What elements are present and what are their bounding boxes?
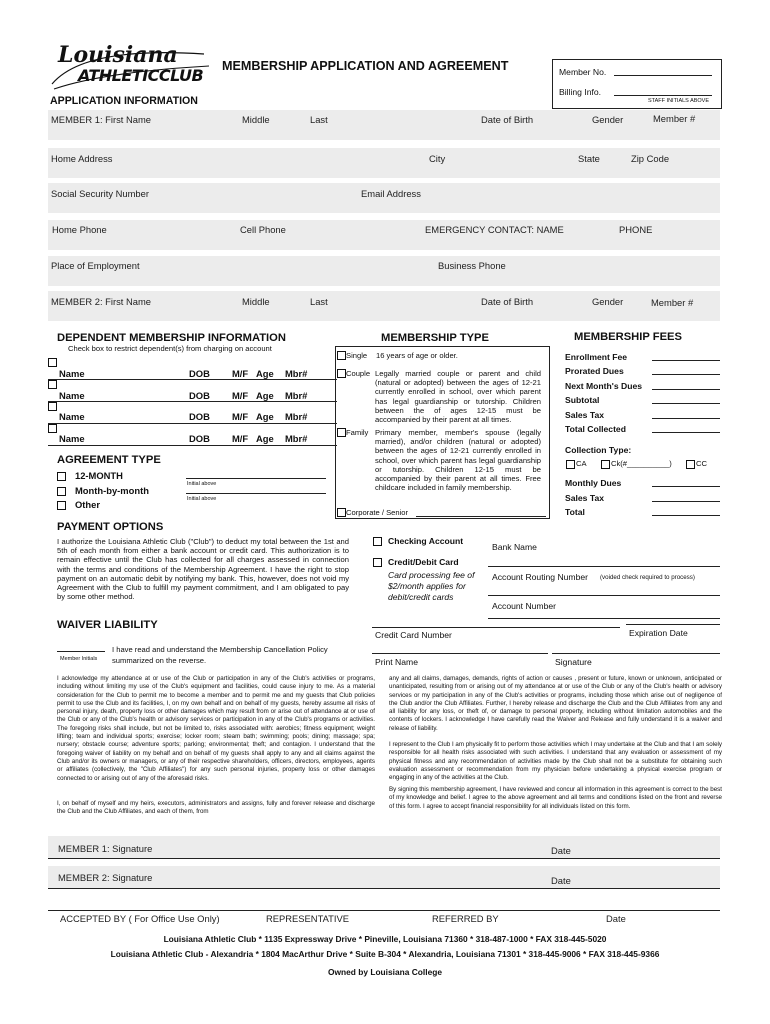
bank-name-label: Bank Name	[492, 542, 537, 552]
family-label: Family	[346, 428, 369, 437]
couple-checkbox[interactable]	[337, 369, 346, 378]
home-phone-label: Home Phone	[52, 224, 107, 235]
fee-sales-tax-field[interactable]	[652, 418, 720, 419]
fee-next-month-field[interactable]	[652, 389, 720, 390]
member2-last: Last	[310, 296, 328, 307]
family-checkbox[interactable]	[337, 428, 346, 437]
referred-by-label: REFERRED BY	[432, 913, 499, 924]
collection-cc-label: CC	[696, 459, 707, 468]
dep-mbr-label-3: Mbr#	[285, 411, 308, 422]
collection-ca-checkbox[interactable]	[566, 460, 575, 469]
dep-name-label-4: Name	[59, 433, 85, 444]
cell-phone-label: Cell Phone	[240, 224, 286, 235]
member2-signature-label: MEMBER 2: Signature	[58, 872, 153, 883]
member1-middle: Middle	[242, 114, 270, 125]
dep-dob-label-2: DOB	[189, 390, 210, 401]
initial-above-1: Initial above	[187, 481, 217, 487]
dep-mbr-label-4: Mbr#	[285, 433, 308, 444]
family-text: Primary member, member's spouse (legally married), and/or children (natural or adopted) between the ages of 12-21 currently enrolled in school, over which parent has legal guardianship or tutorship. Children 12-15 must be accompanied by their parent at all times. Free childcare included in family membership.	[375, 428, 541, 493]
member2-dob: Date of Birth	[481, 296, 534, 307]
employment-label: Place of Employment	[51, 260, 140, 271]
fee-enrollment-field[interactable]	[652, 360, 720, 361]
application-info-title: APPLICATION INFORMATION	[50, 95, 198, 107]
accepted-by-label: ACCEPTED BY ( For Office Use Only)	[60, 913, 220, 924]
collection-ck-label: Ck(#__________)	[611, 459, 672, 468]
fee-monthly-tax-label: Sales Tax	[565, 493, 605, 503]
dep-age-label-3: Age	[256, 411, 274, 422]
print-name-label: Print Name	[375, 657, 418, 667]
ssn-label: Social Security Number	[51, 188, 149, 199]
city-label: City	[429, 153, 446, 164]
payment-options-title: PAYMENT OPTIONS	[57, 521, 164, 533]
dep-mf-label-3: M/F	[232, 411, 249, 422]
member1-number: Member #	[653, 113, 696, 124]
collection-type-label: Collection Type:	[565, 445, 632, 455]
initial-line-2[interactable]	[186, 493, 326, 494]
corporate-checkbox[interactable]	[337, 508, 346, 517]
form-title: MEMBERSHIP APPLICATION AND AGREEMENT	[222, 59, 509, 73]
row-address[interactable]	[48, 148, 720, 178]
waiver-right-p1: any and all claims, damages, demands, rights of action or causes , present or future, known or unknown, anticipated or unanticipated, resulting from or arising out of my attendance at or use of the Club or any of the Club's health or advisory services or my participation in any of the Club's activities or programs, including those which arise out of negligence of the Club and/or the Club Affiliates. Further, I hereby release and discharge the Club and the Club Affiliates from any and all liability for any loss, or theft of, or damage to personal property, including without limitation automobiles and the contents of lockers. I acknowledge I have carefully read the Waiver and Release and fully understand it is a waiver and release of liability.	[389, 675, 722, 732]
dep-mf-label-1: M/F	[232, 368, 249, 379]
single-label: Single	[346, 351, 368, 360]
dependent-title: DEPENDENT MEMBERSHIP INFORMATION	[57, 332, 286, 344]
member-initials-label: Member Initials	[60, 656, 98, 662]
dep-age-label-4: Age	[256, 433, 274, 444]
logo-script: Louisiana	[58, 42, 178, 68]
agreement-other-label: Other	[75, 499, 101, 510]
fee-prorated-label: Prorated Dues	[565, 366, 624, 376]
fee-enrollment-label: Enrollment Fee	[565, 352, 628, 362]
cc-number-field[interactable]	[372, 627, 620, 628]
waiver-read-text: I have read and understand the Membership Cancellation Policy summarized on the reverse.	[112, 645, 328, 665]
fee-next-month-label: Next Month's Dues	[565, 381, 643, 391]
restrict-checkbox-4[interactable]	[48, 424, 57, 433]
single-text: 16 years of age or older.	[376, 351, 458, 360]
account-number-field[interactable]	[488, 618, 720, 619]
member1-signature-date: Date	[551, 845, 571, 856]
payment-signature-label: Signature	[555, 657, 592, 667]
emergency-name-label: EMERGENCY CONTACT: NAME	[425, 224, 564, 235]
fee-monthly-tax-field[interactable]	[652, 501, 720, 502]
footer-alexandria: Louisiana Athletic Club - Alexandria * 1804 MacArthur Drive * Suite B-304 * Alexandria, Louisiana 71301 * 318-445-9006 * FAX 318-445-9366	[110, 949, 660, 959]
member1-first-name: MEMBER 1: First Name	[51, 114, 152, 125]
staff-initials-label: STAFF INITIALS ABOVE	[648, 98, 710, 104]
dep-age-label-2: Age	[256, 390, 274, 401]
agreement-12month-label: 12-MONTH	[75, 470, 123, 481]
checking-account-checkbox[interactable]	[373, 537, 382, 546]
member1-last: Last	[310, 114, 328, 125]
waiver-title: WAIVER LIABILITY	[57, 619, 158, 631]
dependent-row-line-1	[48, 379, 337, 380]
fee-monthly-total-field[interactable]	[652, 515, 720, 516]
restrict-checkbox-1[interactable]	[48, 358, 57, 367]
dep-mbr-label-2: Mbr#	[285, 390, 308, 401]
fee-sales-tax-label: Sales Tax	[565, 410, 605, 420]
collection-cc-checkbox[interactable]	[686, 460, 695, 469]
fee-prorated-field[interactable]	[652, 374, 720, 375]
member2-first-name: MEMBER 2: First Name	[51, 296, 152, 307]
dep-dob-label-3: DOB	[189, 411, 210, 422]
routing-field[interactable]	[488, 595, 720, 596]
dependent-row-line-2	[48, 401, 337, 402]
billing-info-field[interactable]	[614, 95, 712, 96]
waiver-right-p2: I represent to the Club I am physically fit to perform those activities which I may undertake at the Club and that I am solely responsible for all health risks associated with such activities. I understand that any evaluation or assessment of my physical fitness and any recommendation of activities made by the Club shall not be a substitute for obtaining such evaluation assessment or recommendation from my physician before undertaking a physical exercise program or engaging in any of the activities at the Club.	[389, 741, 722, 782]
card-fee-note: Card processing fee of $2/month applies for debit/credit cards	[388, 570, 475, 602]
footer-owned: Owned by Louisiana College	[327, 967, 442, 977]
fee-total-collected-field[interactable]	[652, 432, 720, 433]
member1-signature-line	[48, 858, 720, 859]
bank-name-field[interactable]	[488, 566, 720, 567]
dep-dob-label-1: DOB	[189, 368, 210, 379]
agreement-12month-checkbox[interactable]	[57, 472, 66, 481]
dep-mf-label-2: M/F	[232, 390, 249, 401]
dep-mbr-label-1: Mbr#	[285, 368, 308, 379]
dep-dob-label-4: DOB	[189, 433, 210, 444]
waiver-left-p1: I acknowledge my attendance at or use of the Club or participation in any of the Club's activities or programs, including without limiting my use of the Club's equipment and facilities, could cause injury to me. As a material consideration for the Club to permit me to become a member and to permit me and my guests that Club policies permit to use the Club and its facilities, I, on my own behalf and on behalf of my guests, hereby assume all risks of personal injury, death, property loss or other damages which may result from or arise out of attendance at or use of the Club or any of the Club's health or advisory services or participation in any of the Club's programs or activities. The foregoing risks shall include, but not be limited to, risks associated with: aerobics; fitness equipment; weight lifting; team and individual sports; exercise; locker room; steam bath; swimming; pools; dining; massage; spa; nursery; obstacle course; adventure sports; parking; environmental; theft; and contagion. I understand that the foregoing waiver of liability on my behalf and on behalf of my guests shall apply to any and all claims against the Club and/or its owners or managers, or any of their respective shareholders, officers, directors, employees, agents or affiliates (collectively, the "Club Affiliates") for any such personal injuries, property loss or other damages connected to or arising out of any of the aforesaid risks.	[57, 675, 375, 782]
dep-mf-label-4: M/F	[232, 433, 249, 444]
member2-number: Member #	[651, 297, 694, 308]
waiver-right-p3: By signing this membership agreement, I have reviewed and concur all information in this agreement is correct to the best of my knowledge and belief. I agree to the above agreement and all terms and conditions listed on the front and reverse of this form. I agree to accept financial responsibility for all individuals listed on this form.	[389, 786, 722, 810]
logo-block: ATHLETICCLUB	[78, 66, 204, 85]
waiver-left-p2: I, on behalf of myself and my heirs, executors, administrators and assigns, fully and forever release and discharge the Club and the Club Affiliates, and each of them, from	[57, 800, 375, 816]
row-employment[interactable]	[48, 256, 720, 286]
dep-name-label-2: Name	[59, 390, 85, 401]
home-address-label: Home Address	[51, 153, 113, 164]
fee-subtotal-label: Subtotal	[565, 395, 600, 405]
exp-date-label: Expiration Date	[629, 628, 688, 638]
membership-fees-title: MEMBERSHIP FEES	[574, 331, 682, 343]
routing-note: (voided check required to process)	[600, 574, 695, 581]
couple-text: Legally married couple or parent and child (natural or adopted) between the ages of 12-21 currently enrolled in school, over which parent has legal guardianship or tutorship. Children between the of ages 12-15 must be accompanied by their parent at all times.	[375, 369, 541, 425]
email-label: Email Address	[361, 188, 421, 199]
checking-account-label: Checking Account	[388, 536, 464, 546]
member-no-field[interactable]	[614, 75, 712, 76]
dependent-subtitle: Check box to restrict dependent(s) from charging on account	[68, 344, 272, 353]
state-label: State	[578, 153, 600, 164]
member1-gender: Gender	[592, 114, 624, 125]
credit-card-checkbox[interactable]	[373, 558, 382, 567]
business-phone-label: Business Phone	[438, 260, 506, 271]
restrict-checkbox-2[interactable]	[48, 380, 57, 389]
exp-date-field[interactable]	[626, 624, 720, 625]
payment-signature-field[interactable]	[552, 653, 720, 654]
payment-authorization-text: I authorize the Louisiana Athletic Club ("Club") to deduct my total between the 1st and 5th of each month from either a bank account or credit card. This authorization is to remain effective until the Club has collected for all charges assessed in connection with the terms and conditions of the Membership Agreement. I have the right to stop payment on an automatic debit by notifying my bank. This, however, does not void my Agreement with the Club to fulfill my payment commitment, and I am obligated to pay by some other method.	[57, 537, 349, 602]
fee-subtotal-field[interactable]	[652, 403, 720, 404]
emergency-phone-label: PHONE	[619, 224, 653, 235]
dep-age-label-1: Age	[256, 368, 274, 379]
fee-monthly-dues-label: Monthly Dues	[565, 478, 622, 488]
dep-name-label-3: Name	[59, 411, 85, 422]
club-logo	[44, 44, 214, 96]
agreement-monthly-label: Month-by-month	[75, 485, 149, 496]
cc-number-label: Credit Card Number	[375, 630, 452, 640]
fee-total-collected-label: Total Collected	[565, 424, 626, 434]
dependent-row-line-3	[48, 423, 337, 424]
couple-label: Couple	[346, 369, 371, 378]
agreement-monthly-checkbox[interactable]	[57, 487, 66, 496]
corporate-line[interactable]	[416, 516, 546, 517]
footer-pineville: Louisiana Athletic Club * 1135 Expressway Drive * Pineville, Louisiana 71360 * 318-487-1000 * FAX 318-445-5020	[163, 934, 607, 944]
corporate-label: Corporate / Senior	[346, 508, 409, 517]
print-name-field[interactable]	[372, 653, 548, 654]
routing-label: Account Routing Number	[492, 572, 589, 582]
representative-label: REPRESENTATIVE	[266, 913, 349, 924]
member2-signature-line	[48, 888, 720, 889]
initial-line-1[interactable]	[186, 478, 326, 479]
office-use-line	[48, 910, 720, 911]
dep-name-label-1: Name	[59, 368, 85, 379]
single-checkbox[interactable]	[337, 351, 346, 360]
collection-ca-label: CA	[576, 459, 587, 468]
member-no-label: Member No.	[559, 67, 607, 77]
member2-gender: Gender	[592, 296, 624, 307]
agreement-other-checkbox[interactable]	[57, 501, 66, 510]
office-date-label: Date	[606, 913, 626, 924]
initial-above-2: Initial above	[187, 496, 217, 502]
member2-middle: Middle	[242, 296, 270, 307]
collection-ck-checkbox[interactable]	[601, 460, 610, 469]
member1-dob: Date of Birth	[481, 114, 534, 125]
zip-label: Zip Code	[631, 153, 670, 164]
account-number-label: Account Number	[492, 601, 557, 611]
dependent-row-line-4	[48, 445, 337, 446]
member2-signature-date: Date	[551, 875, 571, 886]
member1-signature-label: MEMBER 1: Signature	[58, 843, 153, 854]
billing-info-label: Billing Info.	[559, 87, 602, 97]
credit-card-label: Credit/Debit Card	[388, 557, 459, 567]
member-initials-field[interactable]	[57, 651, 105, 652]
fee-monthly-total-label: Total	[565, 507, 585, 517]
fee-monthly-dues-field[interactable]	[652, 486, 720, 487]
restrict-checkbox-3[interactable]	[48, 402, 57, 411]
agreement-type-title: AGREEMENT TYPE	[57, 454, 161, 466]
membership-type-title: MEMBERSHIP TYPE	[381, 332, 489, 344]
